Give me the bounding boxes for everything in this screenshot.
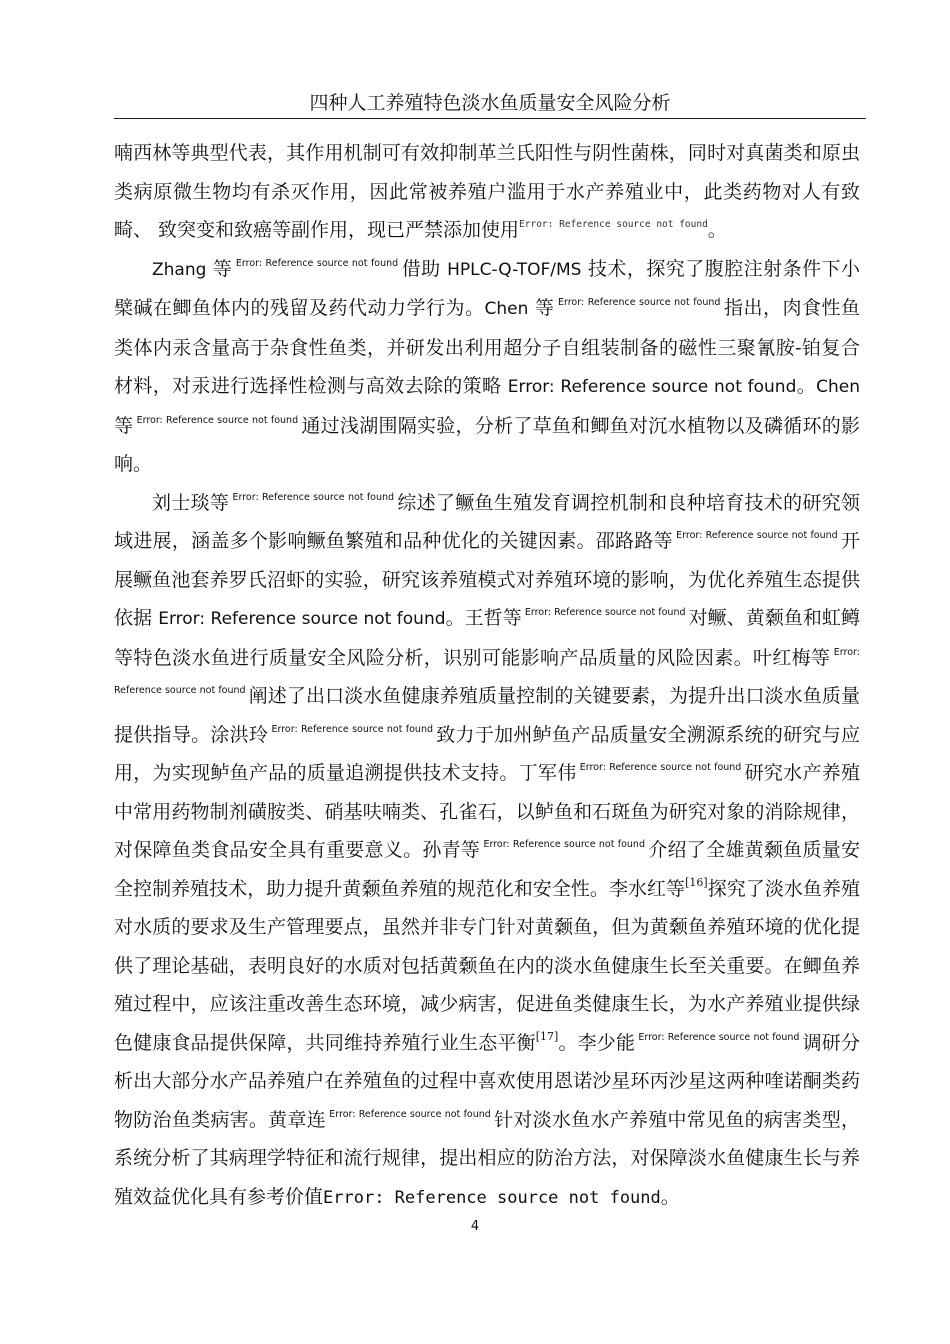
text-run: 借助 — [401, 257, 448, 280]
citation-error-superscript: Error: Reference source not found — [635, 1031, 803, 1043]
citation-error-superscript: Error: Reference source not found — [521, 607, 689, 618]
text-run: 致力于加州鲈鱼产品质量安全溯源系统的研究与应用，为实现鲈鱼产品的质量追溯提供技术支持。丁军伟 — [114, 723, 860, 784]
text-run: 。王哲等 — [445, 607, 522, 629]
citation-error-superscript: Error: Reference source not found — [480, 839, 649, 850]
text-run: 综述了鳜鱼生殖发育调控机制和良种培育技术的研究领域进展，涵盖多个影响鳜鱼繁殖和品种优化的关键因素。邵路路等 — [114, 491, 860, 552]
text-run: 研究水产养殖中常用药物制剂磺胺类、硝基呋喃类、孔雀石，以鲈鱼和石斑鱼为研究对象的消除规律，对保障鱼类食品安全具有重要意义。孙青等 — [114, 762, 860, 861]
running-header: 四种人工养殖特色淡水鱼质量安全风险分析 — [114, 90, 866, 119]
text-run: 阐述了出口淡水鱼健康养殖质量控制的关键要素，为提升出口淡水鱼质量提供指导。涂洪玲 — [114, 685, 860, 746]
text-run: 等 — [114, 414, 134, 437]
citation-error-superscript: Error: Reference source not found — [672, 530, 841, 541]
citation-error-superscript: Error: Reference source not found — [229, 491, 398, 503]
citation-error-superscript: Error: Reference source not found — [268, 723, 437, 735]
text-run: 喃西林等典型代表，其作用机制可有效抑制革兰氏阳性与阴性菌株，同时对真菌类和原虫类病原微生物均有杀灭作用，因此常被养殖户滥用于水产养殖业中，此类药物对人有致畸、 致突变和致癌等副作用，现已严禁添加使用 — [114, 142, 860, 241]
citation-error-superscript: Error: Reference source not found — [554, 297, 724, 308]
citation-error-superscript: Error: Reference source not found — [114, 646, 860, 696]
text-run: 对鳜、黄颡鱼和虹鳟等特色淡水鱼进行质量安全风险分析，识别可能影响产品质量的风险因素。叶红梅等 — [114, 607, 860, 669]
text-run: 技术，探究了腹腔注射条件下小檗碱在鲫鱼体内的残留及药代动力学行为。 — [114, 257, 861, 319]
paragraph — [114, 134, 860, 250]
latin-text-run: HPLC-Q-TOF/MS — [447, 259, 582, 280]
text-run: 指出，肉食性鱼类体内汞含量高于杂食性鱼类，并研发出利用超分子自组装制备的磁性三聚氰胺-铂复合材料，对汞进行选择性检测与高效去除的策略 — [114, 297, 860, 397]
text-run: 介绍了全雄黄颡鱼质量安全控制养殖技术，助力提升黄颡鱼养殖的规范化和安全性。李水红等 — [114, 839, 860, 900]
citation-error-inline: Error: Reference source not found — [323, 1187, 661, 1208]
citation-superscript: [17] — [535, 1029, 559, 1043]
page-number: 4 — [470, 1219, 480, 1234]
body-text — [114, 134, 860, 1217]
citation-error-superscript: Error: Reference source not found — [519, 219, 708, 230]
text-run: 开展鳜鱼池套养罗氏沼虾的实验，研究该养殖模式对养殖环境的影响，为优化养殖生态提供依据 — [114, 530, 860, 629]
latin-text-run: Error: Reference source not found — [507, 377, 797, 397]
text-run: 。李少能 — [558, 1031, 636, 1054]
text-run: 。 — [660, 1185, 680, 1208]
latin-text-run: Chen — [816, 377, 861, 397]
text-run: 刘士琰等 — [152, 491, 230, 514]
latin-text-run: Zhang — [152, 259, 207, 280]
latin-text-run: Error: Reference source not found — [158, 609, 446, 629]
citation-error-superscript: Error: Reference source not found — [576, 762, 745, 773]
latin-text-run: Chen — [484, 299, 529, 319]
citation-error-superscript: Error: Reference source not found — [232, 257, 402, 269]
text-run: 通过浅湖围隔实验，分析了草鱼和鲫鱼对沉水植物以及磷循环的影响。 — [114, 414, 860, 475]
text-run: 探究了淡水鱼养殖对水质的要求及生产管理要点，虽然并非专门针对黄颡鱼，但为黄颡鱼养殖环境的优化提供了理论基础，表明良好的水质对包括黄颡鱼在内的淡水鱼健康生长至关重要。在鲫鱼养殖过程中，应该注重改善生态环境，减少病害，促进鱼类健康生长，为水产养殖业提供绿 色健康食品提供保障，共同维持养殖行业生态平衡 — [114, 877, 860, 1054]
text-run: 等 — [206, 257, 233, 280]
citation-error-superscript: Error: Reference source not found — [133, 414, 302, 426]
citation-error-superscript: Error: Reference source not found — [325, 1108, 495, 1120]
text-run: 等 — [528, 297, 555, 319]
paragraph — [114, 484, 860, 1218]
text-run: 。 — [796, 375, 817, 397]
text-run: 。 — [707, 219, 727, 241]
text-run: 调研分析出大部分水产品养殖户在养殖鱼的过程中喜欢使用恩诺沙星环丙沙星这两种喹诺酮类药物防治鱼类病害。黄章连 — [114, 1031, 860, 1131]
text-run: 针对淡水鱼水产养殖中常见鱼的病害类型，系统分析了其病理学特征和流行规律，提出相应的防治方法，对保障淡水鱼健康生长与养殖效益优化具有参考价值 — [114, 1108, 860, 1208]
citation-superscript: [16] — [685, 875, 708, 889]
paragraph — [114, 250, 860, 484]
